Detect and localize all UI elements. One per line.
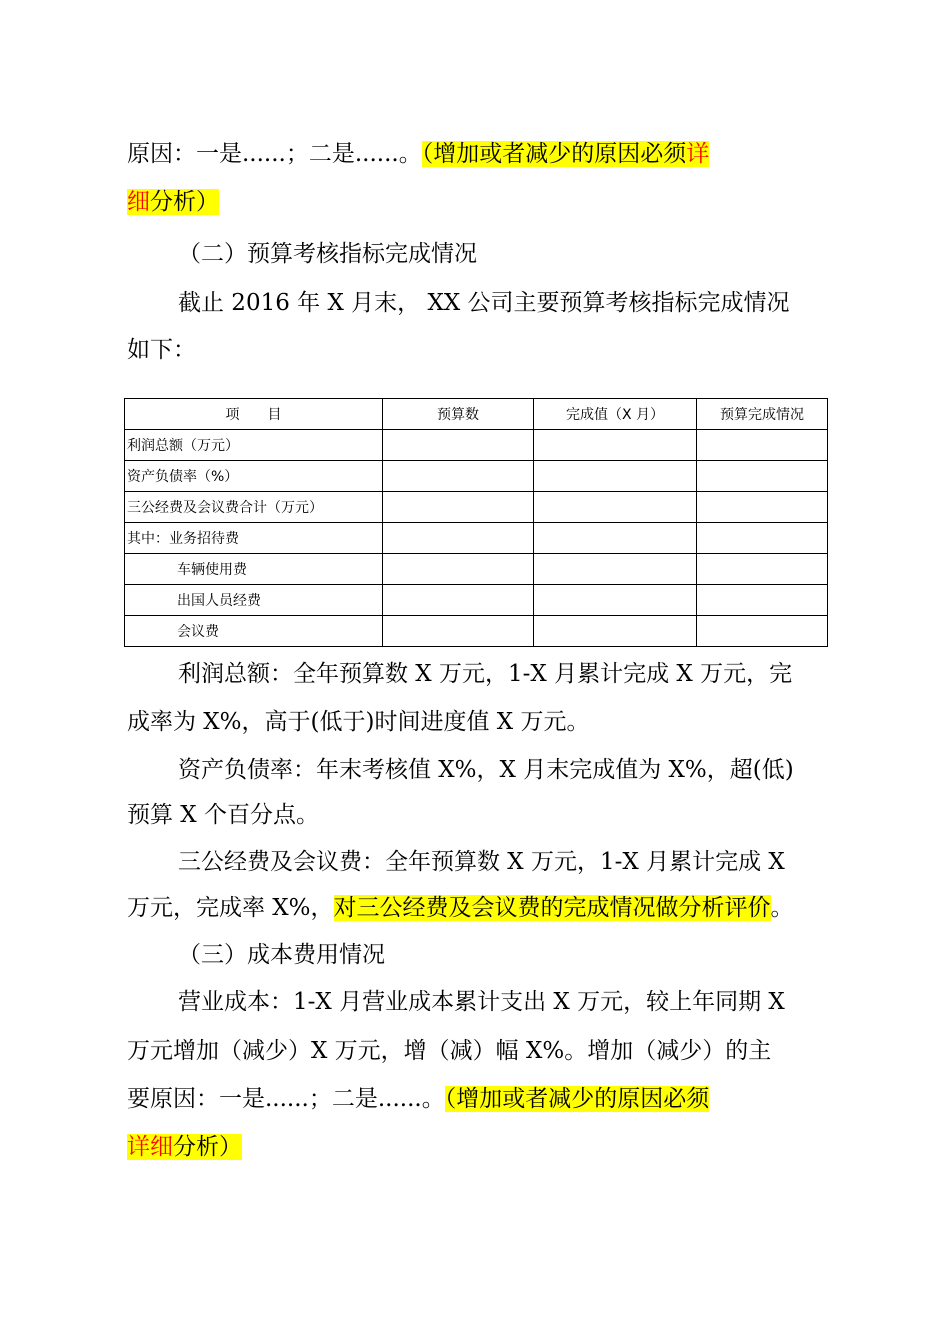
row-label: 会议费 (125, 616, 383, 647)
cell-actual (534, 585, 697, 616)
cell-completion (697, 430, 828, 461)
cell-completion (697, 585, 828, 616)
highlight-note-red: 详 (686, 141, 710, 167)
cost-reason-text: 要原因：一是......；二是......。 (127, 1086, 445, 1112)
header-item: 项 目 (125, 399, 383, 430)
table-row (125, 430, 828, 461)
row-label: 其中：业务招待费 (125, 523, 383, 554)
table-row (125, 492, 828, 523)
cost-line-1: 营业成本：1-X 月营业成本累计支出 X 万元，较上年同期 X (178, 989, 785, 1015)
row-label: 出国人员经费 (125, 585, 383, 616)
cell-budget (383, 523, 534, 554)
intro-line-2: 如下： (127, 337, 196, 363)
sangong-highlight: 对三公经费及会议费的完成情况做分析评价 (333, 895, 771, 921)
table-row (125, 523, 828, 554)
cell-completion (697, 492, 828, 523)
debt-line-1: 资产负债率：年末考核值 X%，X 月末完成值为 X%，超(低) (178, 757, 794, 783)
cell-budget (383, 585, 534, 616)
header-completion: 预算完成情况 (697, 399, 828, 430)
cell-budget (383, 461, 534, 492)
intro-line-1: 截止 2016 年 X 月末， XX 公司主要预算考核指标完成情况 (178, 290, 790, 316)
cell-actual (534, 492, 697, 523)
header-actual: 完成值（X 月） (534, 399, 697, 430)
sangong-line-1: 三公经费及会议费：全年预算数 X 万元，1-X 月累计完成 X (178, 849, 785, 875)
cell-completion (697, 554, 828, 585)
cell-budget (383, 554, 534, 585)
cell-actual (534, 523, 697, 554)
reason-text: 原因：一是......；二是......。 (127, 141, 422, 167)
cell-budget (383, 492, 534, 523)
table-row (125, 616, 828, 647)
budget-indicator-table (124, 398, 828, 647)
section-heading-3: （三）成本费用情况 (178, 942, 385, 968)
cost-highlight-text: 分析） (173, 1134, 242, 1160)
highlight-note-red-2: 细 (127, 189, 150, 215)
cell-completion (697, 616, 828, 647)
cell-actual (534, 554, 697, 585)
cell-actual (534, 461, 697, 492)
row-label: 利润总额（万元） (125, 430, 383, 461)
profit-line-2: 成率为 X%，高于(低于)时间进度值 X 万元。 (127, 709, 590, 735)
reason-line-1 (127, 137, 827, 171)
header-budget: 预算数 (383, 399, 534, 430)
row-label: 资产负债率（%） (125, 461, 383, 492)
highlight-note-text-2: 分析） (150, 189, 219, 215)
reason-line-2 (127, 185, 827, 219)
table-header-row (125, 399, 828, 430)
section-heading-2: （二）预算考核指标完成情况 (178, 241, 477, 267)
table-row (125, 461, 828, 492)
highlight-note-text: （增加或者减少的原因必须 (421, 141, 687, 167)
table-row (125, 585, 828, 616)
debt-line-2: 预算 X 个百分点。 (127, 802, 319, 828)
table-row (125, 554, 828, 585)
sangong-end: 。 (770, 895, 794, 921)
cost-line-2: 万元增加（减少）X 万元，增（减）幅 X%。增加（减少）的主 (127, 1038, 772, 1064)
sangong-text: 万元，完成率 X%， (127, 895, 334, 921)
highlight-note (422, 141, 710, 167)
row-label: 车辆使用费 (125, 554, 383, 585)
sangong-line-2 (127, 891, 827, 925)
cell-actual (534, 616, 697, 647)
cost-line-3 (127, 1082, 827, 1116)
cell-completion (697, 523, 828, 554)
highlight-note-cont (127, 189, 219, 215)
cost-highlight-cont (127, 1134, 242, 1160)
row-label: 三公经费及会议费合计（万元） (125, 492, 383, 523)
cell-actual (534, 430, 697, 461)
cell-budget (383, 430, 534, 461)
profit-line-1: 利润总额：全年预算数 X 万元，1-X 月累计完成 X 万元，完 (178, 661, 793, 687)
cost-line-4 (127, 1130, 827, 1164)
cell-budget (383, 616, 534, 647)
cost-highlight: （增加或者减少的原因必须 (444, 1086, 710, 1112)
cell-completion (697, 461, 828, 492)
cost-highlight-red: 详细 (127, 1134, 173, 1160)
